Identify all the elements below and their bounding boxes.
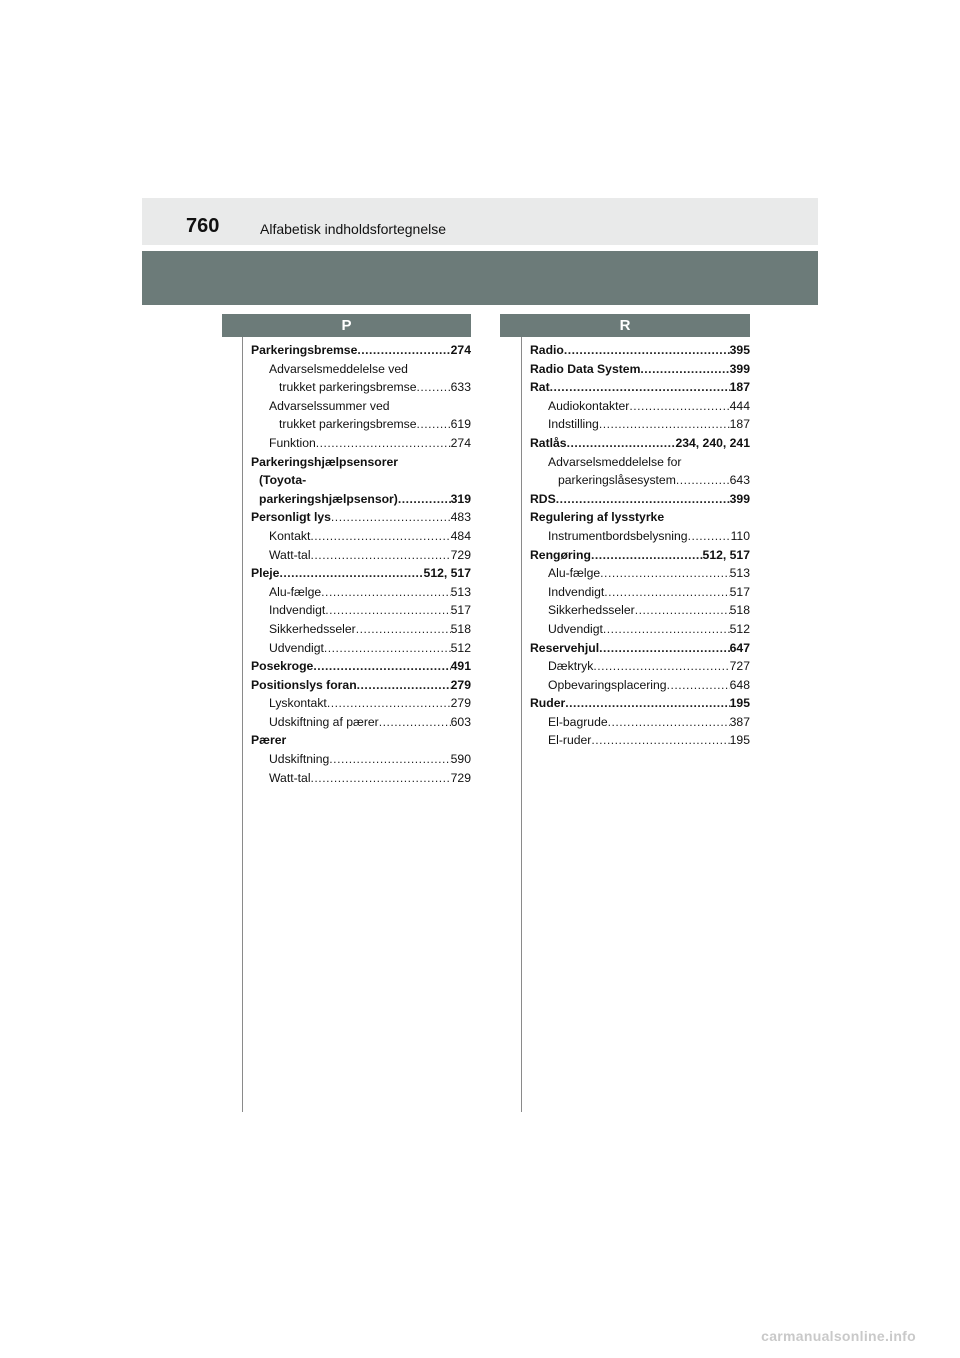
entry-page: 513 [450, 584, 471, 599]
index-entry [251, 564, 471, 583]
leader-dots [635, 601, 730, 620]
entry-page: 633 [450, 380, 471, 395]
entry-page: 187 [729, 380, 750, 395]
leader-dots [640, 360, 729, 379]
index-entry [530, 583, 750, 602]
leader-dots [567, 434, 676, 453]
leader-dots [600, 564, 729, 583]
page-title: Alfabetisk indholdsfortegnelse [260, 221, 447, 237]
entry-page: 110 [730, 528, 750, 543]
index-entry [530, 434, 750, 453]
leader-dots [603, 620, 730, 639]
entry-text: Indvendigt [269, 603, 326, 618]
leader-dots [417, 415, 451, 434]
index-column-r [530, 341, 750, 750]
entry-page: 648 [729, 677, 750, 692]
entry-page: 395 [729, 343, 750, 357]
index-entry [530, 657, 750, 676]
header-band [142, 198, 818, 245]
entry-text: Instrumentbordsbelysning [548, 528, 688, 543]
entry-text: Kontakt [269, 528, 311, 543]
index-column-p [251, 341, 471, 787]
entry-text: El-ruder [548, 733, 592, 748]
entry-page: 729 [450, 770, 471, 785]
leader-dots [327, 694, 451, 713]
entry-text: Alu-fælge [269, 584, 322, 599]
leader-dots [357, 676, 451, 695]
entry-text: Indvendigt [548, 584, 605, 599]
entry-page: 234, 240, 241 [675, 435, 750, 450]
entry-page: 195 [729, 733, 750, 748]
index-entry [530, 341, 750, 360]
entry-text: Advarselssummer ved [269, 398, 390, 413]
entry-text: (Toyota- [259, 473, 307, 488]
entry-page: 603 [450, 714, 471, 729]
entry-page: 512 [450, 640, 471, 655]
title-bar [142, 251, 818, 305]
entry-page: 512, 517 [423, 566, 471, 581]
entry-text: Watt-tal [269, 547, 311, 562]
leader-dots [313, 657, 450, 676]
index-entry [530, 415, 750, 434]
watermark: carmanualsonline.info [761, 1328, 916, 1344]
index-entry [530, 731, 750, 750]
entry-page: 518 [729, 603, 750, 618]
entry-page: 517 [729, 584, 750, 599]
leader-dots [324, 639, 451, 658]
entry-page: 729 [450, 547, 471, 562]
leader-dots [593, 657, 729, 676]
leader-dots [564, 341, 730, 360]
entry-text: Ruder [530, 696, 566, 711]
index-entry [251, 750, 471, 769]
leader-dots [311, 546, 451, 565]
entry-page: 387 [729, 714, 750, 729]
entry-page: 512, 517 [702, 547, 750, 562]
leader-dots [310, 527, 450, 546]
leader-dots [599, 639, 730, 658]
index-entry [251, 583, 471, 602]
entry-text: Posekroge [251, 659, 314, 674]
index-entry [251, 769, 471, 788]
entry-text: Rengøring [530, 547, 591, 562]
leader-dots [356, 620, 451, 639]
index-entry [251, 434, 471, 453]
entry-text: Pærer [251, 733, 287, 748]
index-entry [251, 620, 471, 639]
entry-text: Regulering af lysstyrke [530, 510, 665, 525]
entry-page: 491 [450, 659, 471, 674]
leader-dots [331, 508, 451, 527]
entry-text: Ratlås [530, 435, 567, 450]
index-entry [251, 657, 471, 676]
entry-page: 512 [729, 621, 750, 636]
index-entry [251, 731, 471, 750]
leader-dots [604, 583, 729, 602]
entry-text: Udskiftning [269, 752, 330, 767]
entry-page: 517 [450, 603, 471, 618]
entry-text: Pleje [251, 566, 280, 581]
leader-dots [550, 378, 730, 397]
index-entry [251, 639, 471, 658]
index-entry [530, 508, 750, 527]
entry-text: Radio [530, 343, 564, 357]
column-divider-right [521, 337, 522, 1112]
leader-dots [329, 750, 450, 769]
leader-dots [591, 546, 703, 565]
column-divider-left [242, 337, 243, 1112]
index-entry [530, 601, 750, 620]
entry-page: 619 [450, 417, 471, 432]
entry-text: Udskiftning af pærer [269, 714, 379, 729]
page-number: 760 [186, 215, 220, 237]
entry-text: trukket parkeringsbremse [279, 380, 417, 395]
index-entry [251, 360, 471, 379]
index-entry [530, 676, 750, 695]
leader-dots [321, 583, 450, 602]
entry-text: parkeringshjælpsensor) [259, 491, 398, 506]
index-entry [530, 360, 750, 379]
entry-page: 319 [450, 491, 471, 506]
entry-text: RDS [530, 491, 556, 506]
index-entry [530, 471, 750, 490]
entry-text: parkeringslåsesystem [558, 473, 676, 488]
index-entry [251, 713, 471, 732]
leader-dots [608, 713, 730, 732]
entry-text: Sikkerhedsseler [269, 621, 356, 636]
index-entry [251, 676, 471, 695]
entry-text: Alu-fælge [548, 566, 601, 581]
entry-page: 279 [450, 696, 471, 711]
entry-text: Audiokontakter [548, 398, 630, 413]
index-entry [530, 453, 750, 472]
index-entry [530, 620, 750, 639]
index-entry [251, 508, 471, 527]
leader-dots [667, 676, 730, 695]
entry-text: Advarselsmeddelelse for [548, 454, 682, 469]
leader-dots [357, 341, 450, 360]
leader-dots [316, 434, 451, 453]
index-entry [530, 564, 750, 583]
entry-text: trukket parkeringsbremse [279, 417, 417, 432]
entry-text: Funktion [269, 435, 316, 450]
entry-text: Positionslys foran [251, 677, 357, 692]
leader-dots [599, 415, 730, 434]
leader-dots [629, 397, 729, 416]
index-entry [251, 397, 471, 416]
entry-text: Opbevaringsplacering [548, 677, 667, 692]
index-entry [251, 694, 471, 713]
index-entry [530, 713, 750, 732]
section-letter-p: P [222, 314, 471, 337]
index-entry [530, 694, 750, 713]
entry-text: Reservehjul [530, 640, 600, 655]
entry-text: Lyskontakt [269, 696, 327, 711]
entry-page: 195 [729, 696, 750, 711]
leader-dots [688, 527, 731, 546]
index-entry [251, 341, 471, 360]
entry-text: Watt-tal [269, 770, 311, 785]
leader-dots [565, 694, 729, 713]
index-entry [251, 415, 471, 434]
entry-text: Sikkerhedsseler [548, 603, 635, 618]
entry-page: 513 [729, 566, 750, 581]
index-entry [251, 527, 471, 546]
leader-dots [398, 490, 451, 509]
index-entry [251, 490, 471, 509]
section-letter-r: R [500, 314, 750, 337]
entry-page: 647 [729, 640, 750, 655]
entry-text: Personligt lys [251, 510, 331, 525]
leader-dots [556, 490, 730, 509]
entry-text: Indstilling [548, 417, 599, 432]
entry-page: 484 [450, 528, 471, 543]
entry-text: Parkeringshjælpsensorer [251, 454, 398, 469]
entry-page: 727 [729, 659, 750, 674]
entry-page: 444 [729, 398, 750, 413]
entry-page: 274 [450, 435, 471, 450]
index-entry [530, 639, 750, 658]
index-entry [530, 378, 750, 397]
entry-page: 483 [450, 510, 471, 525]
leader-dots [591, 731, 729, 750]
entry-page: 643 [729, 473, 750, 488]
entry-text: Dæktryk [548, 659, 594, 674]
leader-dots [417, 378, 451, 397]
leader-dots [676, 471, 730, 490]
index-entry [251, 378, 471, 397]
entry-page: 274 [450, 343, 471, 357]
index-entry [251, 453, 471, 472]
entry-text: Advarselsmeddelelse ved [269, 361, 408, 376]
entry-text: El-bagrude [548, 714, 608, 729]
entry-text: Udvendigt [269, 640, 324, 655]
index-entry [530, 397, 750, 416]
index-entry [530, 527, 750, 546]
leader-dots [311, 769, 451, 788]
entry-text: Udvendigt [548, 621, 603, 636]
entry-page: 518 [450, 621, 471, 636]
entry-text: Radio Data System [530, 361, 641, 376]
entry-page: 399 [729, 491, 750, 506]
leader-dots [279, 564, 423, 583]
index-entry [530, 546, 750, 565]
index-entry [251, 546, 471, 565]
leader-dots [379, 713, 451, 732]
entry-page: 399 [729, 361, 750, 376]
leader-dots [325, 601, 450, 620]
entry-page: 590 [450, 752, 471, 767]
index-entry [251, 601, 471, 620]
entry-text: Rat [530, 380, 550, 395]
index-entry [530, 490, 750, 509]
entry-page: 279 [450, 677, 471, 692]
index-entry [251, 471, 471, 490]
entry-text: Parkeringsbremse [251, 343, 358, 357]
entry-page: 187 [729, 417, 750, 432]
